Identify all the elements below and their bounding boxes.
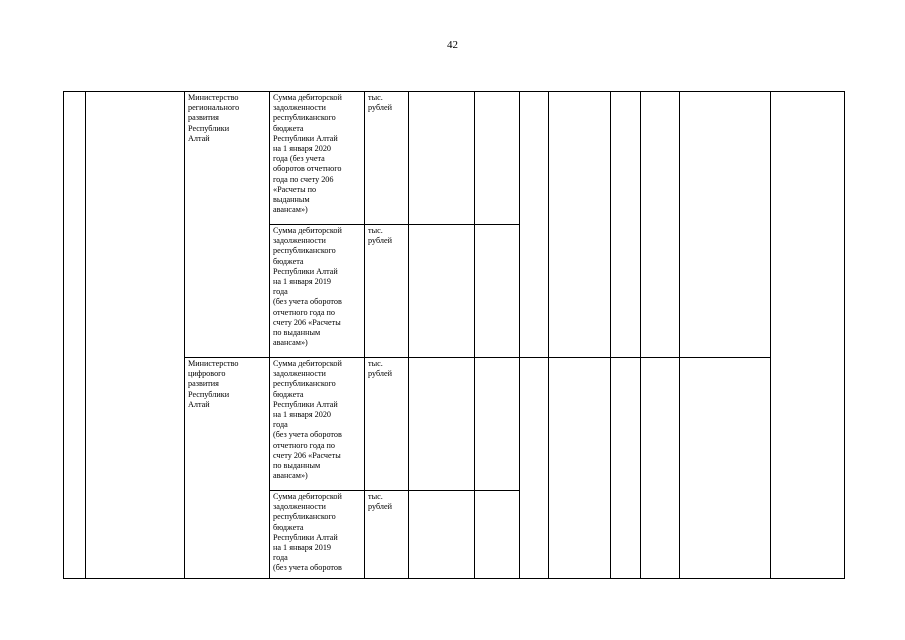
notes-cell [771, 92, 845, 579]
value-cell [611, 92, 641, 358]
ministry-cell: Министерство цифрового развития Республики Алтай [185, 358, 270, 579]
value-cell [409, 225, 475, 358]
report-table [63, 91, 845, 579]
indicator-cell: Сумма дебиторской задолженности республиканского бюджета Республики Алтай на 1 января 2019 года (без учета оборотов отчетного года по счету 206 «Расчеты по выданным авансам») [270, 225, 365, 358]
value-cell [520, 358, 549, 579]
indicator-cell: Сумма дебиторской задолженности республиканского бюджета Республики Алтай на 1 января 2020 года (без учета оборотов отчетного года по счету 206 «Расчеты по выданным авансам») [270, 92, 365, 225]
value-cell [641, 358, 680, 579]
indicator-cell: Сумма дебиторской задолженности республиканского бюджета Республики Алтай на 1 января 2020 года (без учета оборотов отчетного года по счету 206 «Расчеты по выданным авансам») [270, 358, 365, 491]
unit-cell: тыс. рублей [365, 92, 409, 225]
value-cell [475, 358, 520, 491]
indicator-cell: Сумма дебиторской задолженности республиканского бюджета Республики Алтай на 1 января 2019 года (без учета оборотов [270, 491, 365, 579]
value-cell [549, 92, 611, 358]
value-cell [409, 358, 475, 491]
value-cell [409, 491, 475, 579]
value-cell [475, 92, 520, 225]
table-row [64, 92, 845, 225]
value-cell [680, 358, 771, 579]
unit-cell: тыс. рублей [365, 225, 409, 358]
unit-cell: тыс. рублей [365, 358, 409, 491]
value-cell [680, 92, 771, 358]
value-cell [475, 225, 520, 358]
value-cell [641, 92, 680, 358]
value-cell [549, 358, 611, 579]
row-number-cell [64, 92, 86, 579]
page-number: 42 [447, 39, 458, 51]
value-cell [611, 358, 641, 579]
value-cell [475, 491, 520, 579]
program-cell [86, 92, 185, 579]
ministry-cell: Министерство регионального развития Республики Алтай [185, 92, 270, 358]
value-cell [409, 92, 475, 225]
unit-cell: тыс. рублей [365, 491, 409, 579]
value-cell [520, 92, 549, 358]
